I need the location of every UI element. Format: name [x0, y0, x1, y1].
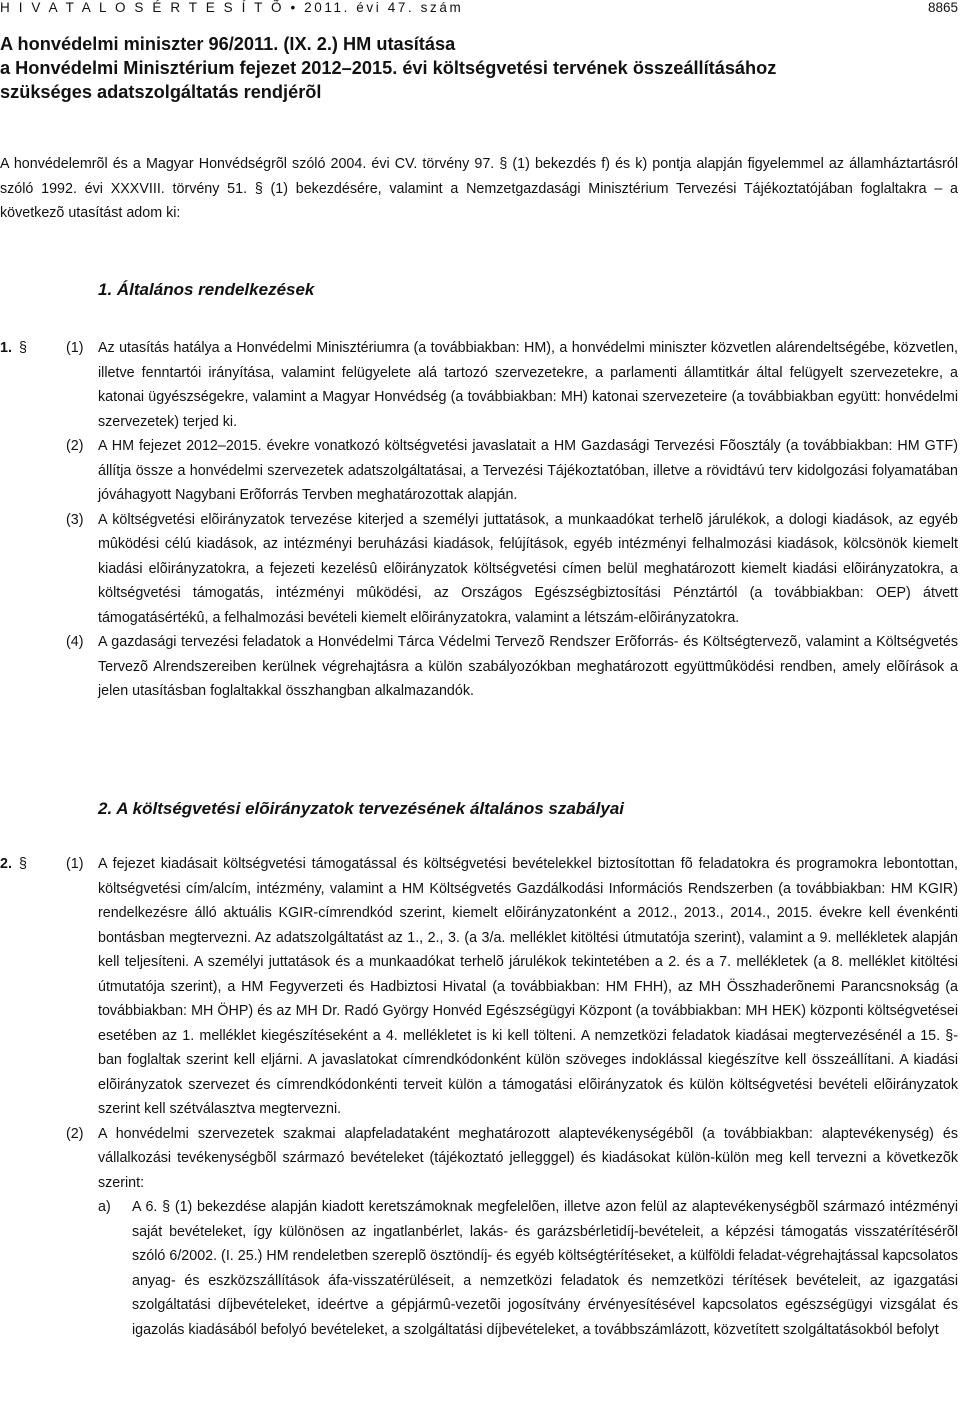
section-sign: §: [19, 340, 27, 356]
subsection-text: A költségvetési elõirányzatok tervezése kiterjed a személyi juttatások, a munkaadókat terhelõ járulékok, a dologi kiadások, az egyéb mûködési célú kiadások, az intézményi beruházási kiadások, felújítások, egyéb intézményi felhalmozási kiadások, kölcsönök kiemelt kiadási elõirányzatokra, a fejezeti kezelésû elõirányzatok költségvetési címen belül meghatározott kiemelt kiadási elõirányzatokra, a költségvetési támogatás, intézményi mûködési, az Országos Egészségbiztosítási Pénztártól (a továbbiakban: OEP) átvett támogatásértékû, a felhalmozási bevételi kiemelt elõirányzatokra, valamint a létszám-elõirányzatokra.: [98, 511, 958, 626]
section-sign: §: [19, 856, 27, 872]
paragraph-2: [0, 852, 958, 1342]
subsection-text: A gazdasági tervezési feladatok a Honvédelmi Tárca Védelmi Tervezõ Rendszer Erõforrás- és Költségtervezõ, valamint a Költségvetés Tervezõ Alrendszereiben kerülnek végrehajtásra a külön szabályozókban meghatározott együttmûködési rendben, amely elõírások a jelen utasításban foglaltakkal összhangban alkalmazandók.: [98, 634, 958, 699]
paragraph-number: 2.: [0, 856, 12, 872]
subsection-text: A HM fejezet 2012–2015. évekre vonatkozó költségvetési javaslatait a HM Gazdasági Tervezési Fõosztály (a továbbiakban: HM GTF) állítja össze a honvédelmi szervezetek adatszolgáltatásai, a Tervezési Tájékoztatóban, illetve a rövidtávú terv kidolgozási folyamatában jóváhagyott Nagybani Erõforrás Tervben meghatározottak alapján.: [98, 438, 958, 503]
page-header: [0, 0, 960, 18]
section-heading-1: 1. Általános rendelkezések: [98, 280, 315, 299]
list-point: [0, 1195, 958, 1342]
subsection: [0, 434, 958, 508]
subsection-number: (1): [66, 856, 84, 872]
paragraph-number: 1.: [0, 340, 12, 356]
subsection-number: (4): [66, 634, 84, 650]
subsection-text: Az utasítás hatálya a Honvédelmi Minisztériumra (a továbbiakban: HM), a honvédelmi miniszter közvetlen alárendeltségébe, közvetlen, illetve fenntartói irányítása, valamint felügyelete alá tartozó szervezetekre, a parlamenti államtitkár által felügyelt szervezetekre, a katonai ügyészségekre, valamint a Magyar Honvédség (a továbbiakban: MH) katonai szervezeteire (a továbbiakban együtt: honvédelmi szervezetek) terjed ki.: [98, 340, 958, 430]
subsection-number: (2): [66, 1125, 84, 1142]
subsection: [0, 1122, 958, 1196]
title-line-3: szükséges adatszolgáltatás rendjérõl: [0, 82, 322, 102]
running-head: H I V A T A L O S É R T E S Í T Õ • 2011. évi 47. szám: [0, 0, 464, 15]
document-title: [0, 32, 940, 104]
subsection-number: (3): [66, 511, 84, 528]
subsection-number: (1): [66, 340, 84, 356]
section-heading-2: 2. A költségvetési elõirányzatok tervezésének általános szabályai: [98, 799, 624, 818]
preamble: A honvédelemrõl és a Magyar Honvédségrõl szóló 2004. évi CV. törvény 97. § (1) bekezdés f) és k) pontja alapján figyelemmel az államháztartásról szóló 1992. évi XXXVIII. törvény 51. § (1) bekezdésére, valamint a Nemzetgazdasági Minisztérium Tervezési Tájékoztatójában foglaltakra – a következõ utasítást adom ki:: [0, 156, 958, 221]
subsection: [0, 630, 958, 704]
subsection: [0, 852, 958, 1122]
title-line-1: A honvédelmi miniszter 96/2011. (IX. 2.) HM utasítása: [0, 34, 456, 54]
subsection-number: (2): [66, 438, 84, 454]
point-text: A 6. § (1) bekezdése alapján kiadott keretszámoknak megfelelõen, illetve azon felül az alaptevékenységbõl származó intézményi saját bevételeket, így különösen az ingatlanbérlet, lakás- és garázsbérletidíj-bevételeit, a képzési támogatás visszatérítésérõl szóló 6/2002. (I. 25.) HM rendeletben szereplõ ösztöndíj- és egyéb költségtérítéseket, a külföldi feladat-végrehajtással kapcsolatos anyag- és eszközszállítások áfa-visszatérüléseit, a nemzetközi feladatok és nemzetközi térítések bevételeit, az igazgatási szolgáltatási díjbevételeket, ideértve a gépjármû-vezetõi jogosítvány érvényesítésével kapcsolatos egészségügyi vizsgálat és igazolás kiadásából befolyó bevételeket, a szolgáltatási díjbevételeket, a továbbszámlázott, közvetített szolgáltatásokból befolyt: [132, 1199, 958, 1338]
title-line-2: a Honvédelmi Minisztérium fejezet 2012–2015. évi költségvetési tervének összeállításához: [0, 58, 777, 78]
subsection: [0, 336, 958, 434]
subsection-text: A honvédelmi szervezetek szakmai alapfeladataként meghatározott alaptevékenységébõl (a továbbiakban: alaptevékenység) és vállalkozási tevékenységbõl származó bevételeket (tájékoztató jellegggel) és kiadásokat külön-külön meg kell tervezni a következõk szerint:: [98, 1125, 958, 1191]
page-number: 8865: [927, 0, 958, 15]
subsection-text: A fejezet kiadásait költségvetési támogatással és költségvetési bevételekkel biztosítottan fõ feladatokra és programokra lebontottan, költségvetési cím/alcím, intézmény, valamint a HM Költségvetés Gazdálkodási Információs Rendszerben (a továbbiakban: HM KGIR) rendelkezésre álló aktuális KGIR-címrendkód szerint, kiemelt elõirányzatonként a 2012., 2013., 2014., 2015. évekre kell évenkénti bontásban megtervezni. Az adatszolgáltatást az 1., 2., 3. (a 3/a. melléklet kitöltési útmutatója szerint), valamint a 9. mellékletek alapján kell teljesíteni. A személyi juttatások és a munkaadókat terhelõ járulékok tekintetében a 2. és a 7. mellékletek (a 8. melléklet kitöltési útmutatója szerint), a HM Fegyverzeti és Hadbiztosi Hivatal (a továbbiakban: HM FHH), az MH Összhaderõnemi Parancsnokság (a továbbiakban: MH ÖHP) és az MH Dr. Radó György Honvéd Egészségügyi Központ (a továbbiakban: MH HEK) központi költségvetései esetében az 1. melléklet kiegészítéseként a 4. mellékletet is ki kell tölteni. A nemzetközi feladatok kiadásai megtervezésénél a 15. §-ban foglaltak szerint kell eljárni. A javaslatokat címrendkódonként külön szöveges indoklással kiegészítve kell összeállítani. A kiadási elõirányzatok szervezet és címrendkódonkénti terveit külön a támogatási elõirányzatok és külön költségvetési bevételi elõirányzatok szerint kell szétválasztva megtervezni.: [98, 856, 958, 1117]
subsection: [0, 508, 958, 631]
point-label: a): [98, 1199, 111, 1215]
paragraph-1: [0, 336, 958, 704]
